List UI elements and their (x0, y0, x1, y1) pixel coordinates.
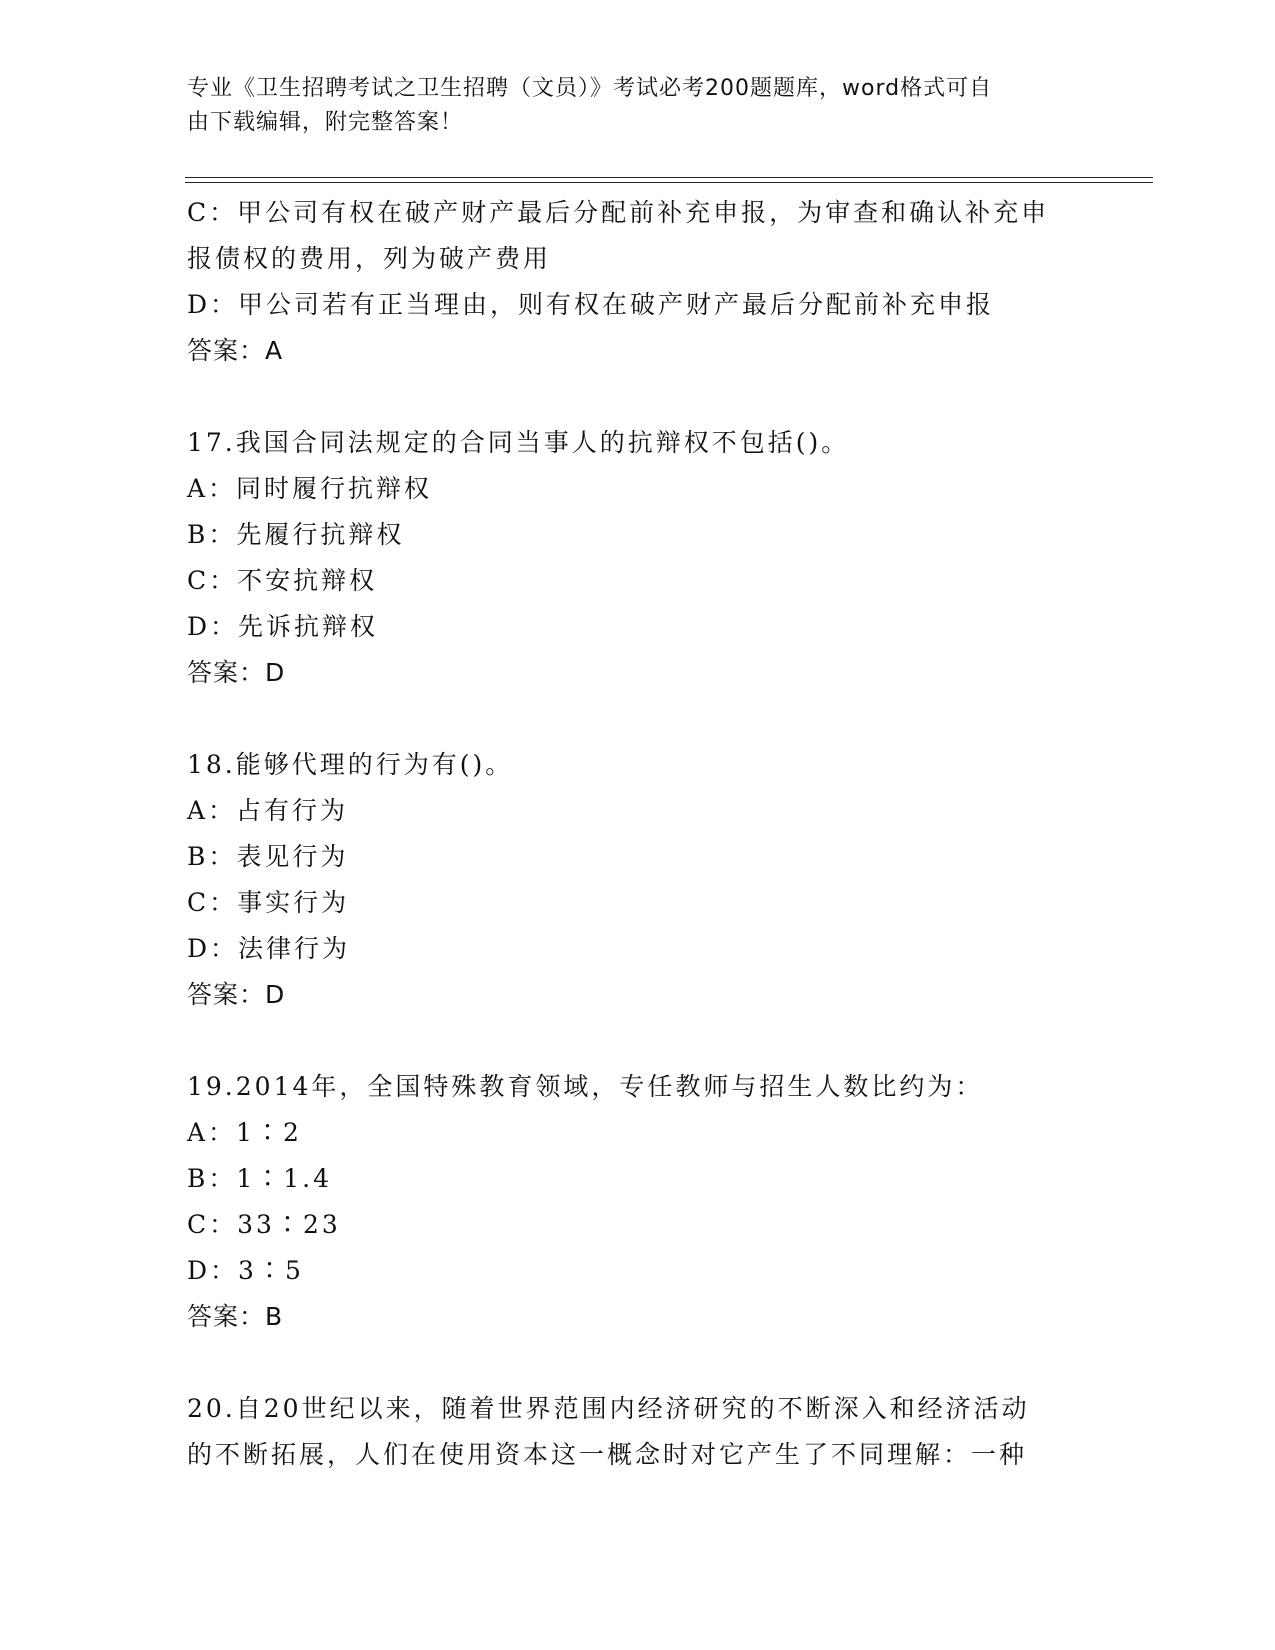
question-block-19 (187, 1064, 1087, 1340)
answer: 答案：D (187, 658, 286, 687)
option-c: C：不安抗辩权 (187, 566, 378, 595)
option-c-line-1: C：甲公司有权在破产财产最后分配前补充申报，为审查和确认补充申 (187, 198, 1050, 227)
spacer (187, 696, 1087, 742)
answer: 答案：B (187, 1302, 284, 1331)
answer: 答案：D (187, 980, 286, 1009)
header-line-2: 由下载编辑，附完整答案！ (187, 110, 464, 135)
option-c: C：33∶23 (187, 1210, 341, 1239)
spacer (187, 1340, 1087, 1386)
option-a: A：同时履行抗辩权 (187, 474, 433, 503)
question-text-line-2: 的不断拓展，人们在使用资本这一概念时对它产生了不同理解：一种 (187, 1440, 1028, 1469)
option-d: D：甲公司若有正当理由，则有权在破产财产最后分配前补充申报 (187, 290, 995, 319)
question-text: 18.能够代理的行为有()。 (187, 750, 514, 779)
option-c-line-2: 报债权的费用，列为破产费用 (187, 244, 552, 273)
option-a: A：1∶2 (187, 1118, 302, 1147)
question-text: 17.我国合同法规定的合同当事人的抗辩权不包括()。 (187, 428, 850, 457)
option-d: D：先诉抗辩权 (187, 612, 379, 641)
question-block-18 (187, 742, 1087, 1018)
spacer (187, 1018, 1087, 1064)
option-b: B：表见行为 (187, 842, 349, 871)
option-d: D：3∶5 (187, 1256, 304, 1285)
document-header (187, 72, 1067, 140)
header-line-1: 专业《卫生招聘考试之卫生招聘（文员）》考试必考200题题库，word格式可自 (187, 76, 993, 101)
question-text: 19.2014年，全国特殊教育领域，专任教师与招生人数比约为： (187, 1072, 984, 1101)
question-block-17 (187, 420, 1087, 696)
header-rule-top (185, 177, 1153, 178)
question-block-20 (187, 1386, 1087, 1478)
header-rule-bottom (185, 182, 1153, 183)
option-b: B：先履行抗辩权 (187, 520, 405, 549)
question-content (187, 190, 1087, 1478)
answer: 答案：A (187, 336, 284, 365)
question-block-16 (187, 190, 1087, 374)
question-text-line-1: 20.自20世纪以来，随着世界范围内经济研究的不断深入和经济活动 (187, 1394, 1030, 1423)
option-b: B：1∶1.4 (187, 1164, 333, 1193)
spacer (187, 374, 1087, 420)
option-d: D：法律行为 (187, 934, 351, 963)
option-c: C：事实行为 (187, 888, 350, 917)
option-a: A：占有行为 (187, 796, 349, 825)
